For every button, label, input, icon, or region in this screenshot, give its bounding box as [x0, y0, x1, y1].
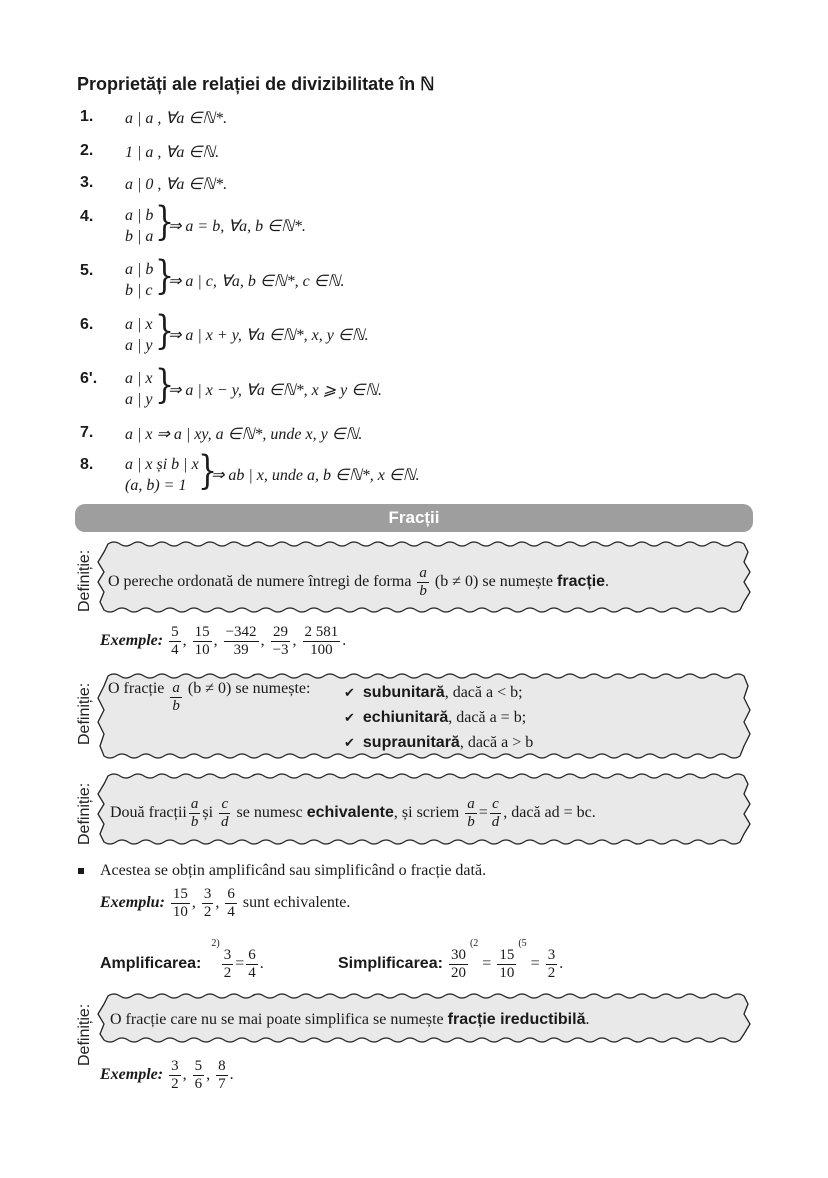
property-conclusion: ⇒ a | x + y, ∀a ∈ℕ*, x, y ∈ℕ. — [168, 327, 369, 344]
property-hypothesis: a | b b | a — [125, 207, 154, 245]
property-number: 2. — [80, 142, 94, 159]
fraction: $\frac{a}{b}$ — [419, 565, 427, 599]
definition-label: Definiție: — [76, 782, 93, 845]
brace-icon: } — [155, 199, 175, 246]
brace-icon: } — [155, 253, 175, 300]
property-number: 1. — [80, 108, 94, 125]
brace-icon: } — [198, 448, 218, 495]
amplification-example: Amplificarea: $^{2)}$ $\frac{3}{2}$ = $\frac{6}{4}$ . — [100, 938, 264, 981]
list-item: ✔ supraunitară, dacă a > b — [344, 734, 534, 751]
property-number: 7. — [80, 424, 94, 441]
property-conclusion: ⇒ a | c, ∀a, b ∈ℕ*, c ∈ℕ. — [168, 273, 345, 290]
property-number: 6'. — [80, 370, 98, 387]
property-formula: 1 | a , ∀a ∈ℕ. — [125, 144, 220, 161]
property-formula: a | x ⇒ a | xy, a ∈ℕ*, unde x, y ∈ℕ. — [125, 426, 363, 443]
brace-icon: } — [155, 308, 175, 355]
bullet-text: Acestea se obțin amplificând sau simplificând o fracție dată. — [100, 862, 487, 879]
examples-row: Exemplu: $\frac{15}{10}$ , $\frac{3}{2}$ , $\frac{6}{4}$ sunt echivalente. — [100, 886, 351, 920]
definition-text: O fracție $\frac{a}{b}$ (b ≠ 0) se numește: — [108, 680, 311, 714]
property-hypothesis: a | x a | y — [125, 370, 153, 408]
page-title: Proprietăți ale relației de divizibilitate în ℕ — [77, 74, 435, 94]
definition-text: O fracție care nu se mai poate simplifica se numește fracție ireductibilă. — [110, 1011, 590, 1028]
property-number: 4. — [80, 208, 94, 225]
section-banner: Fracții — [75, 504, 753, 532]
definition-label: Definiție: — [76, 682, 93, 745]
list-item: ✔ subunitară, dacă a < b; — [344, 684, 523, 701]
list-item: ✔ echiunitară, dacă a = b; — [344, 709, 527, 726]
definition-label: Definiție: — [76, 549, 93, 612]
property-hypothesis: a | x a | y — [125, 316, 153, 354]
brace-icon: } — [155, 362, 175, 409]
property-number: 5. — [80, 262, 94, 279]
bullet-icon — [78, 868, 84, 874]
property-formula: a | 0 , ∀a ∈ℕ*. — [125, 176, 228, 193]
check-icon: ✔ — [344, 711, 355, 726]
check-icon: ✔ — [344, 686, 355, 701]
property-hypothesis: a | x și b | x (a, b) = 1 — [125, 456, 199, 494]
examples-row: Exemple: $\frac{3}{2}$ , $\frac{5}{6}$ , $\frac{8}{7}$ . — [100, 1058, 234, 1092]
property-formula: a | a , ∀a ∈ℕ*. — [125, 110, 228, 127]
simplification-example: Simplificarea: $\frac{30}{20}$ $^{(2}$ = $\frac{15}{10}$ $^{(5}$ = $\frac{3}{2}$ . — [338, 938, 564, 981]
property-conclusion: ⇒ a | x − y, ∀a ∈ℕ*, x ⩾ y ∈ℕ. — [168, 382, 382, 399]
property-conclusion: ⇒ ab | x, unde a, b ∈ℕ*, x ∈ℕ. — [211, 467, 420, 484]
definition-text: Două fracții $\frac{a}{b}$ și $\frac{c}{d}$ se numesc echivalente, și scriem $\frac{a}{b}$ = $\frac{c}{d}$ , dacă ad = bc. — [110, 796, 596, 830]
property-number: 6. — [80, 316, 94, 333]
definition-text: O pereche ordonată de numere întregi de forma $\frac{a}{b}$ (b ≠ 0) se numește fracție. — [108, 565, 610, 599]
property-hypothesis: a | b b | c — [125, 261, 154, 299]
property-number: 3. — [80, 174, 94, 191]
property-conclusion: ⇒ a = b, ∀a, b ∈ℕ*. — [168, 218, 306, 235]
examples-row: Exemple: $\frac{5}{4}$ , $\frac{15}{10}$ , $\frac{-342}{39}$ , $\frac{29}{-3}$ , $\frac{2 581}{100}$ . — [100, 624, 347, 658]
check-icon: ✔ — [344, 736, 355, 751]
definition-label: Definiție: — [76, 1003, 93, 1066]
property-number: 8. — [80, 456, 94, 473]
